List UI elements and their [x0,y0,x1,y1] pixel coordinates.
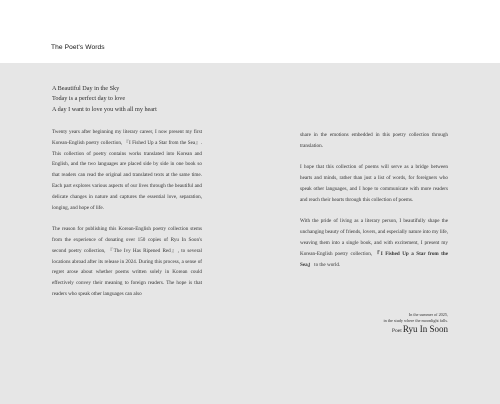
epigraph-line: A day I want to love you with all my heart [52,105,157,113]
paragraph [52,224,202,300]
epigraph [52,84,252,115]
book-title: 『The Ivy Has Ripened Red』 [107,247,178,254]
paragraph-text: With the pride of living as a literary person, I beautifully shape the unchanging beauty of friends, lovers, and especially nature into my life, weaving them into a single book, and with excitement, I present my Korean-English poetry collection, [300,218,448,257]
signature-name-line [383,323,448,334]
signature-place: in the study where the moonlight falls. [383,318,448,324]
epigraph-line: A Beautiful Day in the Sky [52,85,120,92]
signature-date: In the summer of 2025, [408,312,448,317]
paragraph-text: The reason for publishing this Korean-English poetry collection stems from the experience of donating over 150 copies of Ryu In Soon's second poetry collection, [52,226,202,254]
epigraph-line: Today is a perfect day to love [52,95,126,103]
book-title: 『I Fished Up a Star from the Sea』 [300,250,448,268]
signature-block [383,312,448,334]
paragraph-text: . This collection of poetry contains works translated into Korean and English, and the two languages are placed side by side in one book so that readers can read the original and translated texts at the same time. Each part explores various aspects of our lives through the beautiful and delicate changes in nature and captures the essential love, separation, longing, and hope of life. [52,139,202,211]
right-column [300,130,448,270]
book-title: 『I Fished Up a Star from the Sea』 [123,139,201,146]
paragraph-text: , to several locations abroad after its release in 2024. During this process, a sense of regret arose about whether poems written solely in Korean could effectively convey their meaning to foreign readers. The hope is that readers who speak other languages can also [52,247,202,297]
paragraph: share in the emotions embedded in this poetry collection through translation. [300,132,448,149]
signature-name: Ryu In Soon [402,323,448,334]
paragraph [300,216,448,270]
paragraph-text: Twenty years after beginning my literary career, I now present my first Korean-English poetry collection, [52,129,202,146]
left-column [52,127,202,300]
section-title: The Poet's Words [51,44,105,51]
page-header-area [0,0,500,63]
paragraph-text: to the world. [312,261,341,268]
signature-role: Poet [391,327,402,334]
paragraph [52,127,202,213]
paragraph: I hope that this collection of poems will serve as a bridge between hearts and minds, rather than just a list of words, for foreigners who speak other languages, and I hope to communicate with more readers and reach their hearts through this collection of poems. [300,164,448,203]
